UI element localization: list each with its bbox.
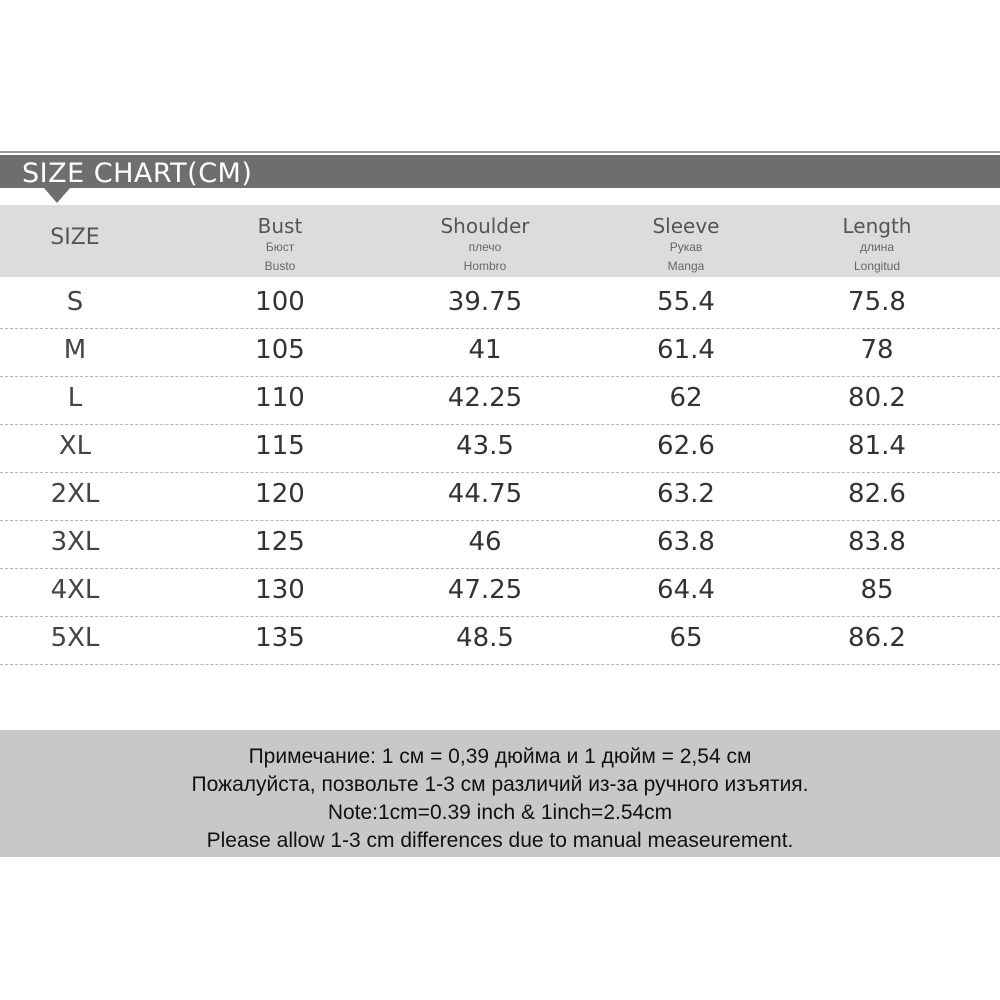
- size-cell: S: [66, 287, 84, 317]
- sleeve-cell: 55.4: [657, 287, 715, 317]
- sleeve-cell: 62: [669, 383, 703, 413]
- shoulder-cell: 39.75: [447, 287, 523, 317]
- table-row: [0, 521, 1000, 569]
- bust-cell: 105: [255, 335, 305, 365]
- shoulder-cell: 41: [468, 335, 502, 365]
- shoulder-cell: 43.5: [456, 431, 514, 461]
- length-column-header: [777, 205, 977, 276]
- shoulder-cell: 48.5: [456, 623, 514, 653]
- size-column-header: SIZE: [50, 225, 100, 250]
- size-cell: M: [63, 335, 87, 365]
- title-bar: [0, 155, 1000, 188]
- measurement-note: [0, 730, 1000, 857]
- length-cell: 82.6: [848, 479, 906, 509]
- size-cell: XL: [58, 431, 92, 461]
- table-row: [0, 425, 1000, 473]
- header-es-label: Busto: [264, 259, 296, 273]
- length-cell: 80.2: [848, 383, 906, 413]
- top-divider: [0, 151, 1000, 153]
- shoulder-cell: 47.25: [447, 575, 523, 605]
- note-line-en-1: Note:1cm=0.39 inch & 1inch=2.54cm: [327, 801, 673, 824]
- header-ru-label: Рукав: [669, 240, 703, 254]
- bust-cell: 135: [255, 623, 305, 653]
- bust-cell: 115: [255, 431, 305, 461]
- size-cell: 2XL: [50, 479, 100, 509]
- header-main-label: Length: [842, 214, 912, 238]
- sleeve-cell: 61.4: [657, 335, 715, 365]
- table-row: [0, 473, 1000, 521]
- bust-cell: 100: [255, 287, 305, 317]
- header-es-label: Longitud: [853, 259, 901, 273]
- header-main-label: Shoulder: [440, 214, 530, 238]
- bust-cell: 110: [255, 383, 305, 413]
- length-cell: 75.8: [848, 287, 906, 317]
- header-ru-label: Бюст: [265, 240, 295, 254]
- table-header: [0, 205, 1000, 277]
- title-pointer: [44, 188, 70, 203]
- bust-cell: 120: [255, 479, 305, 509]
- length-cell: 81.4: [848, 431, 906, 461]
- bust-cell: 130: [255, 575, 305, 605]
- header-es-label: Hombro: [463, 259, 507, 273]
- size-cell: 3XL: [50, 527, 100, 557]
- header-ru-label: плечо: [468, 240, 502, 254]
- length-cell: 86.2: [848, 623, 906, 653]
- header-es-label: Manga: [667, 259, 705, 273]
- sleeve-cell: 63.2: [657, 479, 715, 509]
- note-line-ru-2: Пожалуйста, позвольте 1-3 см различий из-за ручного изъятия.: [191, 773, 809, 796]
- sleeve-cell: 64.4: [657, 575, 715, 605]
- table-row: [0, 569, 1000, 617]
- header-main-label: Sleeve: [652, 214, 720, 238]
- sleeve-column-header: [586, 205, 786, 276]
- sleeve-cell: 62.6: [657, 431, 715, 461]
- size-cell: 5XL: [50, 623, 100, 653]
- table-row: [0, 329, 1000, 377]
- header-ru-label: длина: [859, 240, 894, 254]
- sleeve-cell: 65: [669, 623, 703, 653]
- shoulder-column-header: [385, 205, 585, 276]
- size-table-body: [0, 281, 1000, 665]
- length-cell: 83.8: [848, 527, 906, 557]
- shoulder-cell: 46: [468, 527, 502, 557]
- table-row: [0, 281, 1000, 329]
- table-row: [0, 617, 1000, 665]
- note-line-ru-1: Примечание: 1 см = 0,39 дюйма и 1 дюйм = 2,54 см: [248, 745, 752, 768]
- header-main-label: Bust: [257, 214, 303, 238]
- shoulder-cell: 42.25: [447, 383, 523, 413]
- bust-cell: 125: [255, 527, 305, 557]
- length-cell: 85: [860, 575, 894, 605]
- size-cell: L: [67, 383, 83, 413]
- table-row: [0, 377, 1000, 425]
- shoulder-cell: 44.75: [447, 479, 523, 509]
- note-line-en-2: Please allow 1-3 cm differences due to manual measeurement.: [206, 829, 794, 852]
- size-cell: 4XL: [50, 575, 100, 605]
- bust-column-header: [180, 205, 380, 276]
- sleeve-cell: 63.8: [657, 527, 715, 557]
- chart-title: SIZE CHART(CM): [22, 158, 253, 189]
- length-cell: 78: [860, 335, 894, 365]
